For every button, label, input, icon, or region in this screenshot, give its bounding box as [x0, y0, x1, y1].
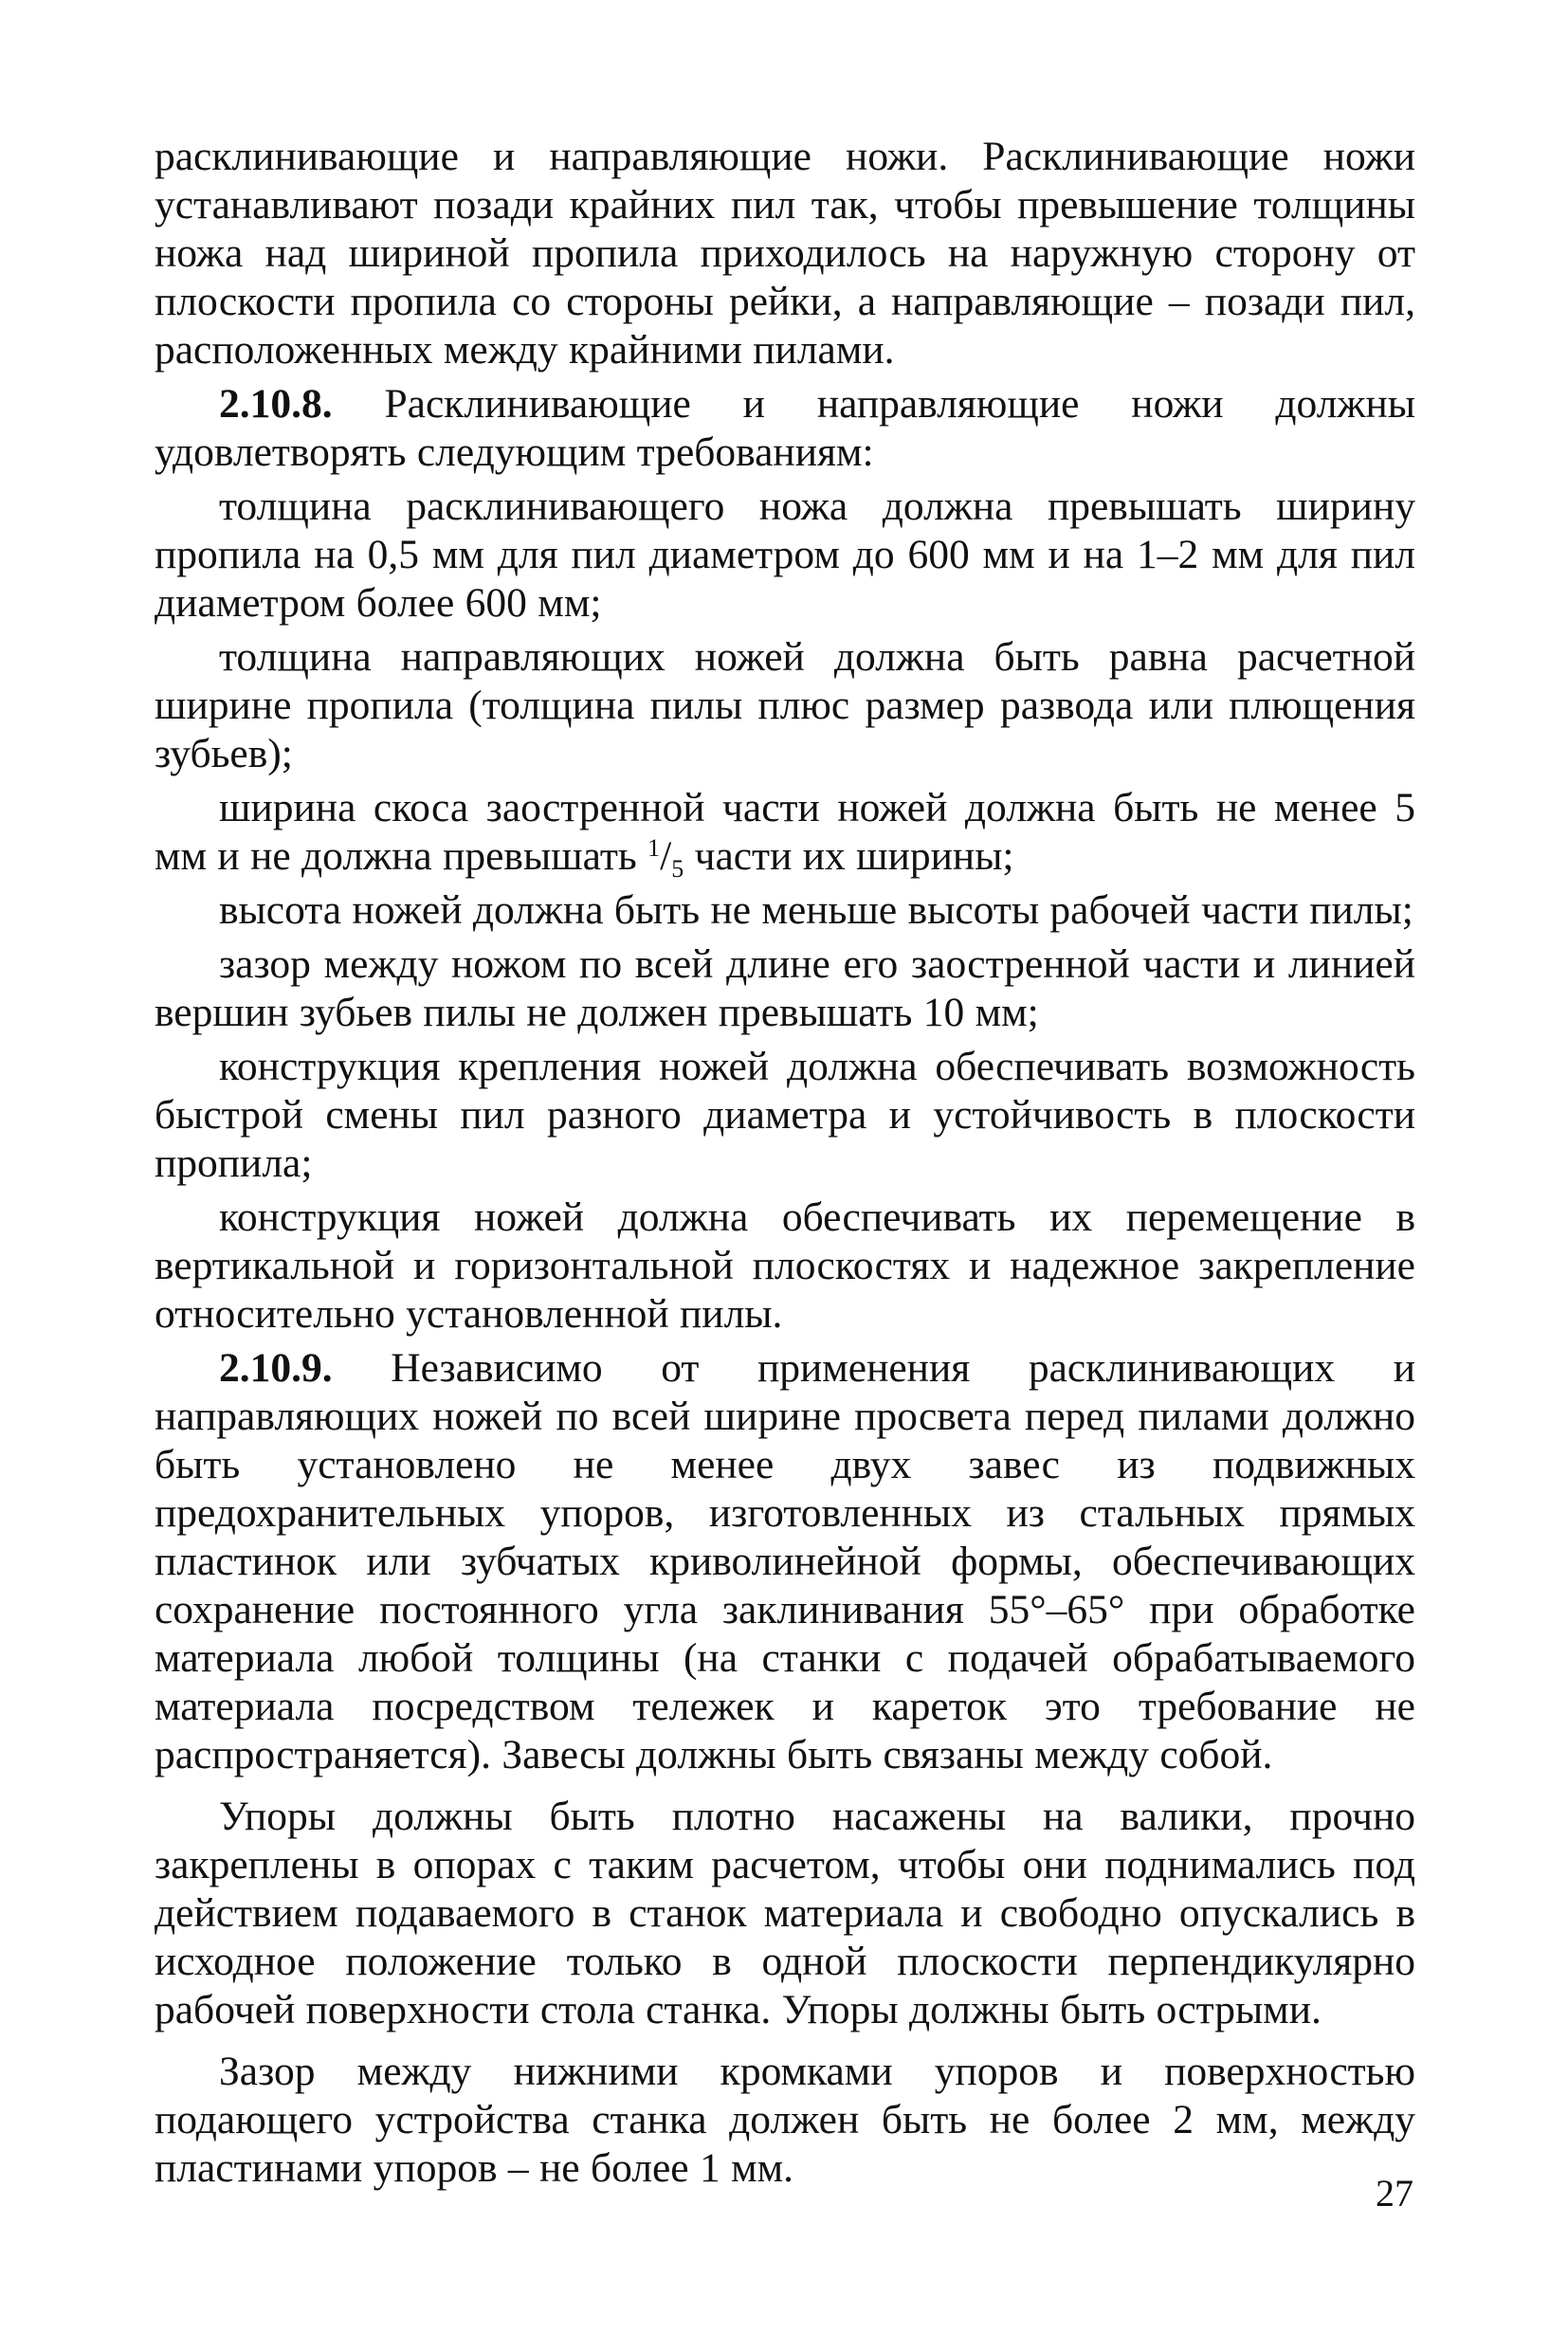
paragraph-intro-text: расклинивающие и направляющие ножи. Расклинивающие ножи устанавливают позади крайних пил так, чтобы превышение толщины ножа над шириной пропила приходилось на наружную сторону от плоскости пропила со стороны рейки, а направляющие – позади пил, расположенных между крайними пилами. — [155, 134, 1415, 373]
requirement-item-2-text: толщина направляющих ножей должна быть равна расчетной ширине пропила (толщина пилы плюс размер развода или плющения зубьев); — [155, 634, 1415, 776]
paragraph-2-10-9 — [155, 1344, 1415, 1779]
paragraph-2-10-9-text: Независимо от применения расклинивающих и направляющих ножей по всей ширине просвета перед пилами должно быть установлено не менее двух завес из подвижных предохранительных упоров, изготовленных из стальных прямых пластинок или зубчатых криволинейной формы, обеспечивающих сохранение постоянного угла заклинивания 55°–65° при обработке материала любой толщины (на станки с подачей обрабатываемого материала посредством тележек и кареток это требование не распространяется). Завесы должны быть связаны между собой. — [155, 1345, 1416, 1777]
requirement-item-5 — [155, 940, 1415, 1037]
requirement-item-6 — [155, 1043, 1415, 1188]
section-number-2-10-8: 2.10.8. — [219, 381, 333, 427]
section-number-2-10-9: 2.10.9. — [219, 1345, 333, 1391]
page-body — [155, 133, 1415, 2198]
requirement-item-1-text: толщина расклинивающего ножа должна превышать ширину пропила на 0,5 мм для пил диаметром до 600 мм и на 1–2 мм для пил диаметром более 600 мм; — [155, 483, 1415, 626]
requirement-item-4 — [155, 886, 1415, 935]
requirement-item-3-tail: части их ширины; — [694, 833, 1014, 879]
paragraph-intro — [155, 133, 1415, 374]
page-number: 27 — [1376, 2172, 1413, 2214]
requirement-item-5-text: зазор между ножом по всей длине его заостренной части и линией вершин зубьев пилы не должен превышать 10 мм; — [155, 941, 1415, 1035]
paragraph-2-10-8-text: Расклинивающие и направляющие ножи должны удовлетворять следующим требованиям: — [155, 381, 1415, 475]
requirement-item-7-text: конструкция ножей должна обеспечивать их перемещение в вертикальной и горизонтальной плоскостях и надежное закрепление относительно установленной пилы. — [155, 1194, 1415, 1337]
requirement-item-1 — [155, 483, 1415, 628]
requirement-item-2 — [155, 633, 1415, 778]
requirement-item-3 — [155, 784, 1415, 881]
requirement-item-6-text: конструкция крепления ножей должна обеспечивать возможность быстрой смены пил разного диаметра и устойчивость в плоскости пропила; — [155, 1044, 1415, 1186]
requirement-item-4-text: высота ножей должна быть не меньше высоты рабочей части пилы; — [219, 887, 1413, 933]
paragraph-gap-text: Зазор между нижними кромками упоров и поверхностью подающего устройства станка должен быть не более 2 мм, между пластинами упоров – не более 1 мм. — [155, 2049, 1415, 2191]
paragraph-stops-text: Упоры должны быть плотно насажены на валики, прочно закреплены в опорах с таким расчетом, чтобы они поднимались под действием подаваемого в станок материала и свободно опускались в исходное положение только в одной плоскости перпендикулярно рабочей поверхности стола станка. Упоры должны быть острыми. — [155, 1794, 1415, 2032]
paragraph-2-10-8 — [155, 380, 1415, 477]
requirement-item-7 — [155, 1194, 1415, 1339]
fraction-slash: / — [660, 833, 672, 879]
fraction-denominator: 5 — [671, 855, 684, 883]
fraction-numerator: 1 — [647, 834, 661, 862]
paragraph-gap — [155, 2048, 1415, 2193]
paragraph-stops — [155, 1793, 1415, 2034]
requirement-item-3-text: ширина скоса заостренной части ножей должна быть не менее 5 мм и не должна превышать — [155, 785, 1415, 879]
